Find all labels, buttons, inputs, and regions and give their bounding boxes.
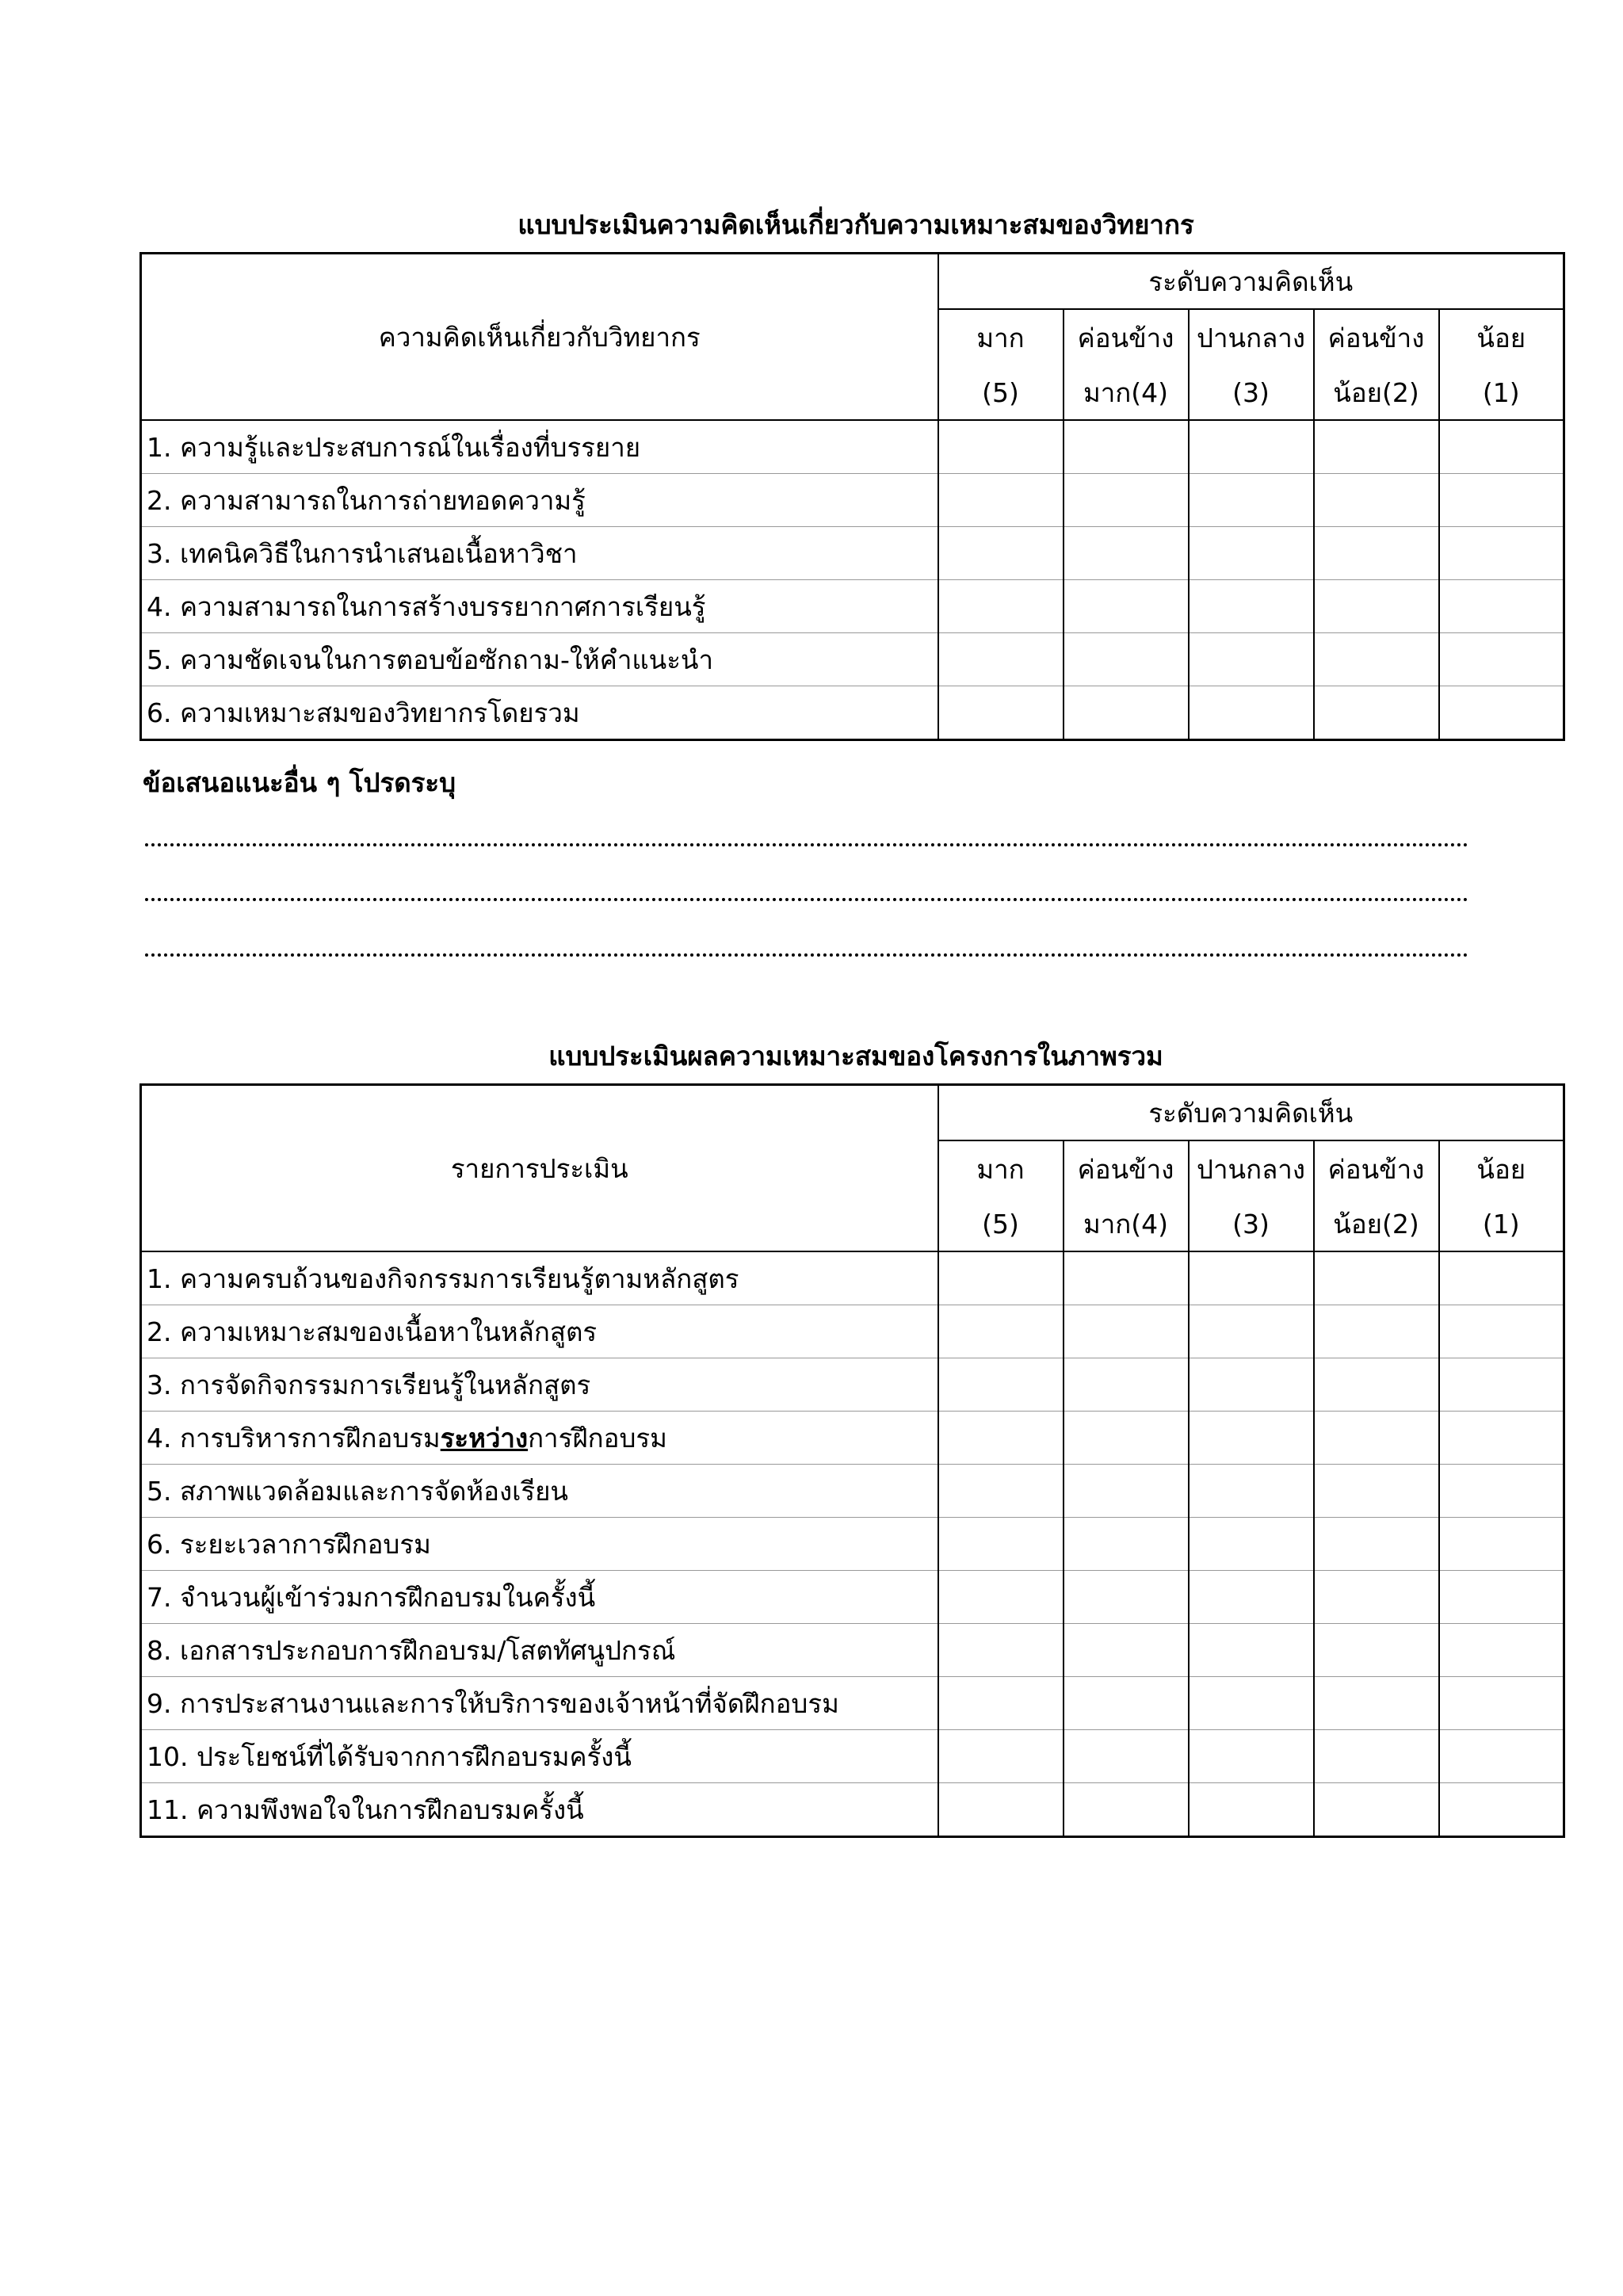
rating-cell-4[interactable] xyxy=(1064,1624,1189,1677)
table-row xyxy=(141,1571,1564,1624)
item-label: 9. การประสานงานและการให้บริการของเจ้าหน้าที่จัดฝึกอบรม xyxy=(141,1677,938,1730)
rating-cell-3[interactable] xyxy=(1189,1677,1314,1730)
level-5-score: (5) xyxy=(938,365,1064,420)
item-4-emphasis: ระหว่าง xyxy=(440,1422,529,1454)
rating-cell-2[interactable] xyxy=(1314,1465,1439,1518)
level-header: ระดับความคิดเห็น xyxy=(938,254,1564,310)
table-row xyxy=(141,1412,1564,1465)
rating-cell-3[interactable] xyxy=(1189,633,1314,686)
rating-cell-1[interactable] xyxy=(1439,474,1564,527)
item-label: 5. ความชัดเจนในการตอบข้อซักถาม-ให้คำแนะนำ xyxy=(141,633,938,686)
item-label xyxy=(141,1412,938,1465)
rating-cell-4[interactable] xyxy=(1064,1358,1189,1412)
rating-cell-5[interactable] xyxy=(938,1251,1064,1305)
table-row xyxy=(141,1465,1564,1518)
rating-cell-2[interactable] xyxy=(1314,527,1439,580)
suggestion-line-2[interactable] xyxy=(145,898,1468,901)
table-row xyxy=(141,633,1564,686)
rating-cell-4[interactable] xyxy=(1064,1518,1189,1571)
level-4-score: มาก(4) xyxy=(1064,1197,1189,1251)
item-label: 10. ประโยชน์ที่ได้รับจากการฝึกอบรมครั้งนี้ xyxy=(141,1730,938,1783)
rating-cell-2[interactable] xyxy=(1314,1571,1439,1624)
item-label: 3. การจัดกิจกรรมการเรียนรู้ในหลักสูตร xyxy=(141,1358,938,1412)
level-2-label: ค่อนข้าง xyxy=(1314,309,1439,365)
item-4-suffix: การฝึกอบรม xyxy=(528,1422,667,1454)
level-2-label: ค่อนข้าง xyxy=(1314,1140,1439,1197)
level-header: ระดับความคิดเห็น xyxy=(938,1085,1564,1141)
speaker-evaluation-table xyxy=(139,252,1565,741)
rating-cell-3[interactable] xyxy=(1189,1518,1314,1571)
rating-cell-1[interactable] xyxy=(1439,1358,1564,1412)
rating-cell-2[interactable] xyxy=(1314,580,1439,633)
rating-cell-3[interactable] xyxy=(1189,1783,1314,1837)
rating-cell-1[interactable] xyxy=(1439,1305,1564,1358)
rating-cell-4[interactable] xyxy=(1064,474,1189,527)
rating-cell-4[interactable] xyxy=(1064,633,1189,686)
rating-cell-2[interactable] xyxy=(1314,1412,1439,1465)
item-label: 7. จำนวนผู้เข้าร่วมการฝึกอบรมในครั้งนี้ xyxy=(141,1571,938,1624)
table-row xyxy=(141,1518,1564,1571)
level-4-label: ค่อนข้าง xyxy=(1064,1140,1189,1197)
level-1-score: (1) xyxy=(1439,1197,1564,1251)
rating-cell-5[interactable] xyxy=(938,1465,1064,1518)
rating-cell-3[interactable] xyxy=(1189,580,1314,633)
level-4-label: ค่อนข้าง xyxy=(1064,309,1189,365)
rating-cell-5[interactable] xyxy=(938,1783,1064,1837)
level-3-label: ปานกลาง xyxy=(1189,309,1314,365)
rating-cell-1[interactable] xyxy=(1439,1624,1564,1677)
rating-cell-5[interactable] xyxy=(938,1677,1064,1730)
rating-cell-2[interactable] xyxy=(1314,1251,1439,1305)
rating-cell-1[interactable] xyxy=(1439,1518,1564,1571)
table-row xyxy=(141,1251,1564,1305)
level-1-score: (1) xyxy=(1439,365,1564,420)
rating-cell-3[interactable] xyxy=(1189,1465,1314,1518)
rating-cell-2[interactable] xyxy=(1314,474,1439,527)
suggestion-line-1[interactable] xyxy=(145,843,1468,846)
item-label: 8. เอกสารประกอบการฝึกอบรม/โสตทัศนูปกรณ์ xyxy=(141,1624,938,1677)
level-5-score: (5) xyxy=(938,1197,1064,1251)
level-2-score: น้อย(2) xyxy=(1314,1197,1439,1251)
rating-cell-3[interactable] xyxy=(1189,527,1314,580)
rating-cell-2[interactable] xyxy=(1314,1730,1439,1783)
rating-cell-4[interactable] xyxy=(1064,1465,1189,1518)
rating-cell-1[interactable] xyxy=(1439,527,1564,580)
level-5-label: มาก xyxy=(938,309,1064,365)
suggestion-label: ข้อเสนอแนะอื่น ๆ โปรดระบุ xyxy=(143,767,456,798)
level-3-score: (3) xyxy=(1189,1197,1314,1251)
table-row xyxy=(141,1358,1564,1412)
item-label: 5. สภาพแวดล้อมและการจัดห้องเรียน xyxy=(141,1465,938,1518)
rating-cell-3[interactable] xyxy=(1189,1358,1314,1412)
rating-cell-2[interactable] xyxy=(1314,686,1439,740)
rating-cell-4[interactable] xyxy=(1064,1783,1189,1837)
rating-cell-5[interactable] xyxy=(938,580,1064,633)
level-3-score: (3) xyxy=(1189,365,1314,420)
table-row xyxy=(141,1305,1564,1358)
rating-cell-5[interactable] xyxy=(938,1358,1064,1412)
rating-cell-1[interactable] xyxy=(1439,580,1564,633)
rating-cell-5[interactable] xyxy=(938,633,1064,686)
rating-cell-2[interactable] xyxy=(1314,420,1439,474)
rating-cell-5[interactable] xyxy=(938,1518,1064,1571)
column-header: รายการประเมิน xyxy=(141,1085,938,1252)
rating-cell-3[interactable] xyxy=(1189,1305,1314,1358)
suggestion-line-3[interactable] xyxy=(145,953,1468,957)
table-row xyxy=(141,1730,1564,1783)
rating-cell-4[interactable] xyxy=(1064,1251,1189,1305)
table-row xyxy=(141,1677,1564,1730)
project-evaluation-table xyxy=(139,1083,1565,1838)
rating-cell-4[interactable] xyxy=(1064,420,1189,474)
level-2-score: น้อย(2) xyxy=(1314,365,1439,420)
item-4-prefix: 4. การบริหารการฝึกอบรม xyxy=(147,1422,441,1454)
rating-cell-2[interactable] xyxy=(1314,1518,1439,1571)
rating-cell-4[interactable] xyxy=(1064,580,1189,633)
item-label: 2. ความสามารถในการถ่ายทอดความรู้ xyxy=(141,474,938,527)
rating-cell-2[interactable] xyxy=(1314,633,1439,686)
column-header: ความคิดเห็นเกี่ยวกับวิทยากร xyxy=(141,254,938,421)
table-row xyxy=(141,686,1564,740)
rating-cell-3[interactable] xyxy=(1189,420,1314,474)
rating-cell-5[interactable] xyxy=(938,1305,1064,1358)
rating-cell-2[interactable] xyxy=(1314,1305,1439,1358)
level-5-label: มาก xyxy=(938,1140,1064,1197)
rating-cell-1[interactable] xyxy=(1439,633,1564,686)
rating-cell-5[interactable] xyxy=(938,527,1064,580)
rating-cell-1[interactable] xyxy=(1439,1571,1564,1624)
table-row xyxy=(141,420,1564,474)
rating-cell-3[interactable] xyxy=(1189,1412,1314,1465)
rating-cell-5[interactable] xyxy=(938,1624,1064,1677)
rating-cell-3[interactable] xyxy=(1189,1730,1314,1783)
table-row xyxy=(141,1624,1564,1677)
rating-cell-2[interactable] xyxy=(1314,1624,1439,1677)
item-label: 1. ความครบถ้วนของกิจกรรมการเรียนรู้ตามหลักสูตร xyxy=(141,1251,938,1305)
rating-cell-1[interactable] xyxy=(1439,1730,1564,1783)
rating-cell-3[interactable] xyxy=(1189,1251,1314,1305)
section1-title: แบบประเมินความคิดเห็นเกี่ยวกับความเหมาะสมของวิทยากร xyxy=(517,209,1194,240)
rating-cell-3[interactable] xyxy=(1189,686,1314,740)
section2-title: แบบประเมินผลความเหมาะสมของโครงการในภาพรวม xyxy=(548,1041,1163,1072)
rating-cell-5[interactable] xyxy=(938,1730,1064,1783)
rating-cell-5[interactable] xyxy=(938,1412,1064,1465)
rating-cell-3[interactable] xyxy=(1189,1624,1314,1677)
rating-cell-1[interactable] xyxy=(1439,1783,1564,1837)
rating-cell-4[interactable] xyxy=(1064,686,1189,740)
level-1-label: น้อย xyxy=(1439,1140,1564,1197)
rating-cell-4[interactable] xyxy=(1064,1571,1189,1624)
level-3-label: ปานกลาง xyxy=(1189,1140,1314,1197)
rating-cell-1[interactable] xyxy=(1439,1251,1564,1305)
rating-cell-5[interactable] xyxy=(938,686,1064,740)
rating-cell-4[interactable] xyxy=(1064,1305,1189,1358)
rating-cell-4[interactable] xyxy=(1064,1677,1189,1730)
rating-cell-1[interactable] xyxy=(1439,1677,1564,1730)
rating-cell-2[interactable] xyxy=(1314,1783,1439,1837)
table-row xyxy=(141,474,1564,527)
rating-cell-1[interactable] xyxy=(1439,686,1564,740)
item-label: 4. ความสามารถในการสร้างบรรยากาศการเรียนรู้ xyxy=(141,580,938,633)
table-row xyxy=(141,1783,1564,1837)
level-4-score: มาก(4) xyxy=(1064,365,1189,420)
item-label: 2. ความเหมาะสมของเนื้อหาในหลักสูตร xyxy=(141,1305,938,1358)
rating-cell-4[interactable] xyxy=(1064,1730,1189,1783)
rating-cell-1[interactable] xyxy=(1439,1412,1564,1465)
rating-cell-5[interactable] xyxy=(938,420,1064,474)
rating-cell-2[interactable] xyxy=(1314,1677,1439,1730)
item-label: 11. ความพึงพอใจในการฝึกอบรมครั้งนี้ xyxy=(141,1783,938,1837)
rating-cell-2[interactable] xyxy=(1314,1358,1439,1412)
rating-cell-3[interactable] xyxy=(1189,474,1314,527)
item-label: 3. เทคนิควิธีในการนำเสนอเนื้อหาวิชา xyxy=(141,527,938,580)
rating-cell-4[interactable] xyxy=(1064,1412,1189,1465)
rating-cell-5[interactable] xyxy=(938,474,1064,527)
rating-cell-3[interactable] xyxy=(1189,1571,1314,1624)
item-label: 6. ความเหมาะสมของวิทยากรโดยรวม xyxy=(141,686,938,740)
rating-cell-5[interactable] xyxy=(938,1571,1064,1624)
item-label: 1. ความรู้และประสบการณ์ในเรื่องที่บรรยาย xyxy=(141,420,938,474)
rating-cell-1[interactable] xyxy=(1439,420,1564,474)
level-1-label: น้อย xyxy=(1439,309,1564,365)
item-label: 6. ระยะเวลาการฝึกอบรม xyxy=(141,1518,938,1571)
table-row xyxy=(141,580,1564,633)
table-row xyxy=(141,527,1564,580)
rating-cell-4[interactable] xyxy=(1064,527,1189,580)
rating-cell-1[interactable] xyxy=(1439,1465,1564,1518)
